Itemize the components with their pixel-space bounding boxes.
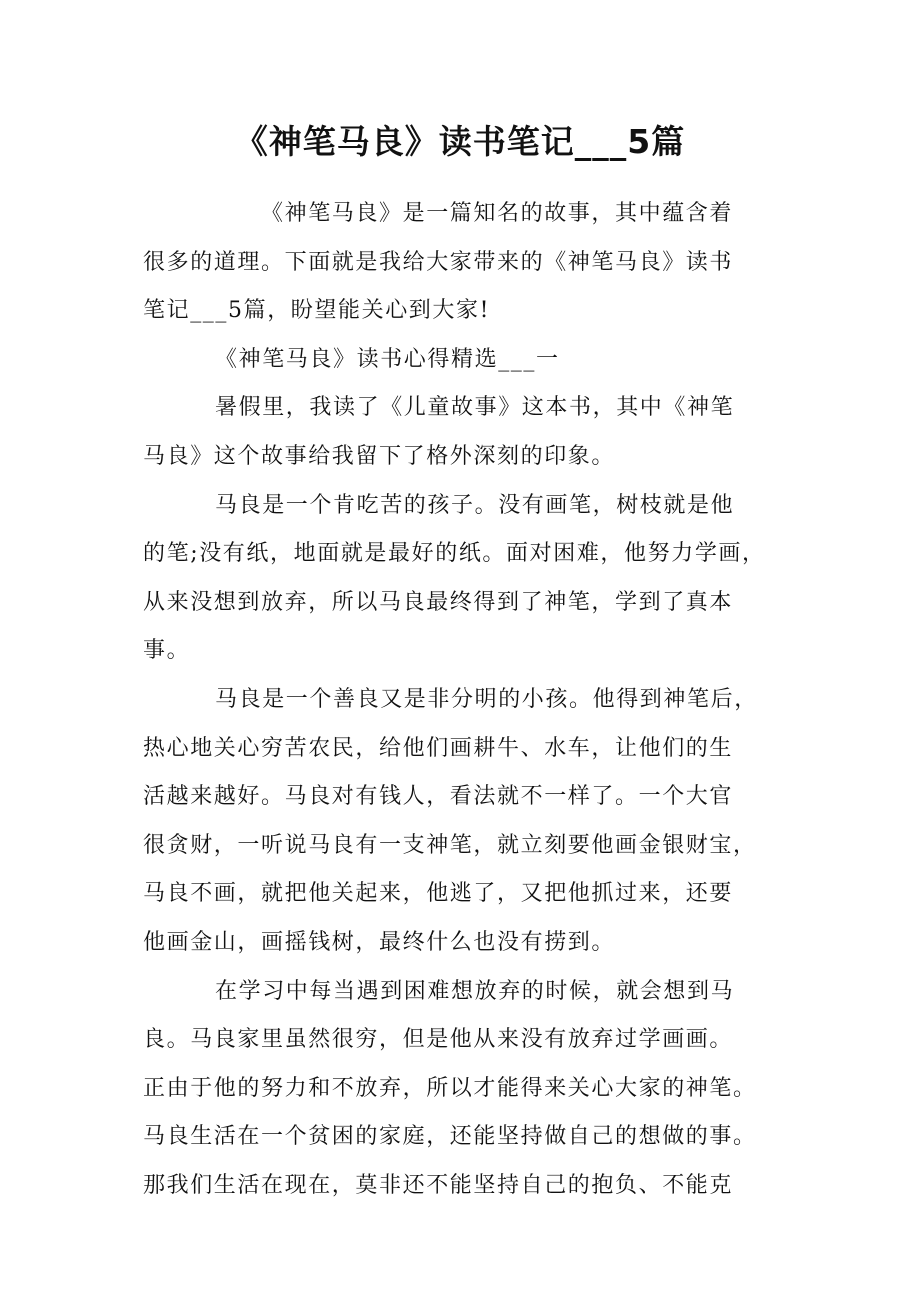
text-line: 很贪财，一听说马良有一支神笔，就立刻要他画金银财宝， [143, 832, 757, 858]
section-heading [143, 336, 775, 385]
text-line: 良。马良家里虽然很穷，但是他从来没有放弃过学画画。 [143, 1027, 734, 1053]
text-line: 暑假里，我读了《儿童故事》这本书，其中《神笔 [215, 395, 735, 421]
text-line: 马良是一个肯吃苦的孩子。没有画笔，树枝就是他 [215, 492, 735, 518]
text-line: 笔记___5篇，盼望能关心到大家! [143, 298, 491, 324]
text-line: 活越来越好。马良对有钱人，看法就不一样了。一个大官 [143, 784, 734, 810]
body-paragraph [143, 482, 775, 676]
body-paragraph [143, 968, 775, 1211]
text-line: 很多的道理。下面就是我给大家带来的《神笔马良》读书 [143, 249, 734, 275]
document-body [143, 190, 775, 1210]
intro-paragraph [143, 190, 775, 336]
text-line: 马良不画，就把他关起来，他逃了，又把他抓过来，还要 [143, 881, 734, 907]
text-line: 热心地关心穷苦农民，给他们画耕牛、水车，让他们的生 [143, 735, 734, 761]
body-paragraph [143, 676, 775, 968]
text-line: 的笔;没有纸，地面就是最好的纸。面对困难，他努力学画， [143, 541, 766, 567]
document-title: 《神笔马良》读书笔记___5篇 [234, 122, 686, 161]
text-line: 《神笔马良》读书心得精选___一 [215, 346, 560, 372]
text-line: 他画金山，画摇钱树，最终什么也没有捞到。 [143, 929, 616, 955]
text-line: 《神笔马良》是一篇知名的故事，其中蕴含着 [261, 201, 734, 226]
text-line: 马良生活在一个贫困的家庭，还能坚持做自己的想做的事。 [143, 1124, 757, 1150]
text-line: 马良是一个善良又是非分明的小孩。他得到神笔后， [215, 686, 758, 712]
text-line: 马良》这个故事给我留下了格外深刻的印象。 [143, 443, 616, 469]
text-line: 事。 [143, 638, 191, 664]
text-line: 正由于他的努力和不放弃，所以才能得来关心大家的神笔。 [143, 1075, 757, 1101]
body-paragraph [143, 384, 775, 481]
text-line: 在学习中每当遇到困难想放弃的时候，就会想到马 [215, 978, 735, 1004]
text-line: 那我们生活在现在，莫非还不能坚持自己的抱负、不能克 [143, 1172, 734, 1198]
text-line: 从来没想到放弃，所以马良最终得到了神笔，学到了真本 [143, 589, 734, 615]
